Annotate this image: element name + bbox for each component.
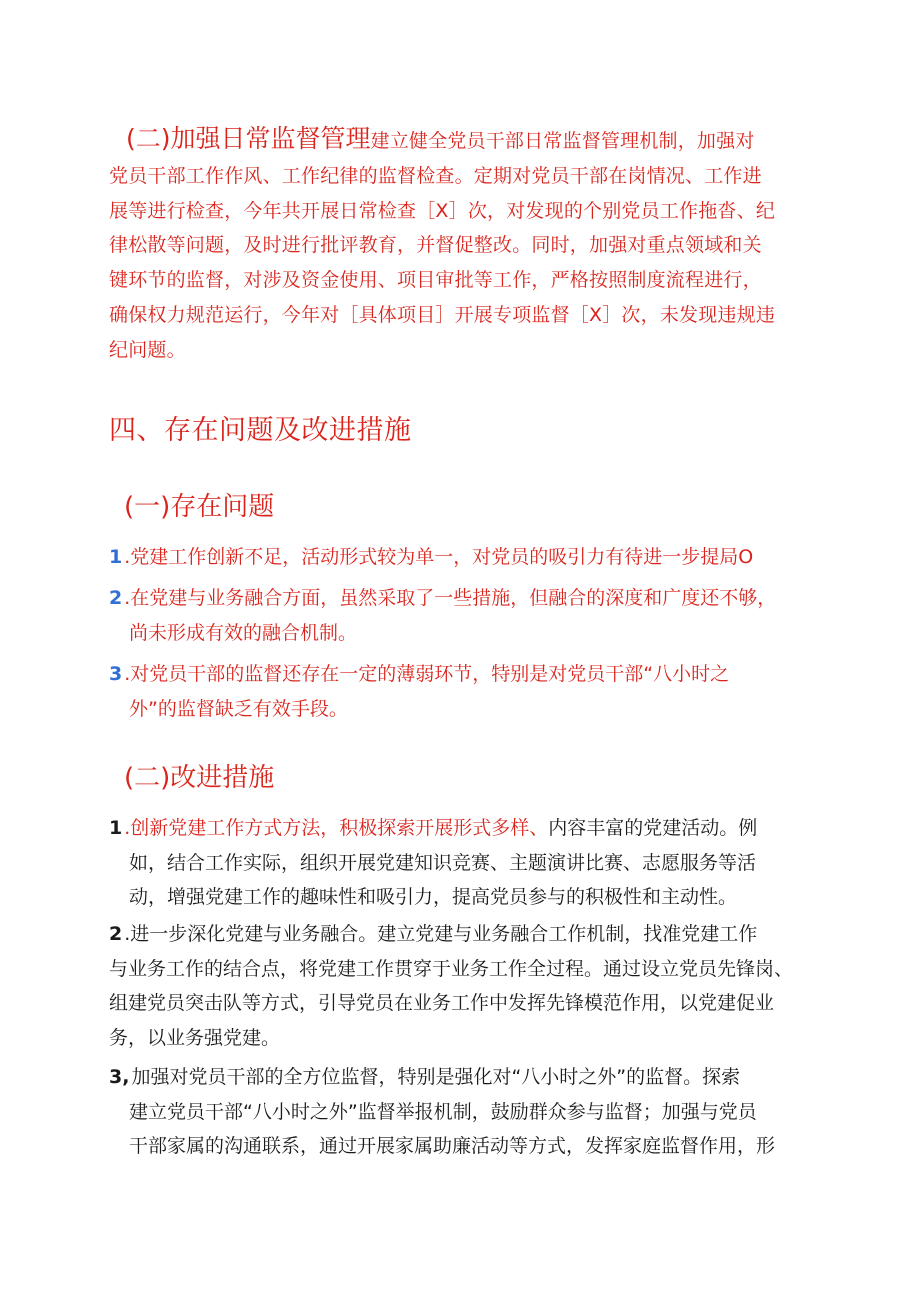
supervision-line-1 [109, 122, 819, 159]
supervision-text-line1: 建立健全党员干部日常监督管理机制，加强对 [370, 130, 755, 152]
supervision-heading: (二)加强日常监督管理 [126, 124, 371, 153]
measure-text: .进一步深化党建与业务融合。建立党建与业务融合工作机制，找准党建工作 [124, 923, 758, 945]
measure-item-1 [109, 811, 824, 915]
problem-text: .党建工作创新不足，活动形式较为单一，对党员的吸引力有待进一步提局O [124, 546, 754, 568]
measure-text-cont: 建立党员干部“八小时之外”监督举报机制，鼓励群众参与监督；加强与党员 [129, 1100, 757, 1123]
problem-text-cont: 外”的监督缺乏有效手段。 [129, 697, 348, 720]
supervision-line: 展等进行检查，今年共开展日常检查［X］次，对发现的个别党员工作拖沓、纪 [109, 199, 776, 222]
problem-text: .在党建与业务融合方面，虽然采取了一些措施，但融合的深度和广度还不够， [124, 587, 777, 609]
measure-item-2 [109, 917, 824, 1055]
problems-heading: (一)存在问题 [124, 492, 275, 522]
measure-text-cont: 与业务工作的结合点，将党建工作贯穿于业务工作全过程。通过设立党员先锋岗、 [109, 957, 794, 980]
supervision-line: 确保权力规范运行，今年对［具体项目］开展专项监督［X］次，未发现违规违 [109, 303, 776, 326]
measure-text-cont: 组建党员突击队等方式，引导党员在业务工作中发挥先锋模范作用，以党建促业 [109, 992, 775, 1014]
measure-text-cont: 干部家属的沟通联系，通过开展家属助廉活动等方式，发挥家庭监督作用，形 [129, 1135, 776, 1157]
measure-text-cont: 动，增强党建工作的趣味性和吸引力，提高党员参与的积极性和主动性。 [129, 886, 738, 908]
measure-number: 2 [109, 923, 123, 945]
problem-item-1 [109, 540, 824, 575]
measures-heading: (二)改进措施 [124, 763, 275, 793]
problem-number: 2 [109, 587, 123, 609]
supervision-paragraph [109, 122, 819, 368]
measure-item-3 [109, 1060, 824, 1164]
problem-text-cont: 尚未形成有效的融合机制。 [129, 621, 358, 644]
problem-text: .对党员干部的监督还存在一定的薄弱环节，特别是对党员干部“八小时之 [124, 663, 730, 685]
measure-text: 加强对党员干部的全方位监督，特别是强化对“八小时之外”的监督。探索 [131, 1066, 741, 1088]
supervision-line: 党员干部工作作风、工作纪律的监督检查。定期对党员干部在岗情况、工作进 [109, 164, 762, 187]
section-four-title: 四、存在问题及改进措施 [109, 415, 412, 446]
supervision-line: 键环节的监督，对涉及资金使用、项目审批等工作，严格按照制度流程进行， [109, 269, 762, 292]
problem-number: 3 [109, 663, 123, 685]
supervision-line: 律松散等问题，及时进行批评教育，并督促整改。同时，加强对重点领域和关 [109, 234, 762, 257]
measure-lead-dark: 内容丰富的党建活动。例 [548, 817, 758, 839]
problem-item-2 [109, 581, 824, 650]
supervision-line: 纪问题。 [109, 338, 186, 361]
problem-item-3 [109, 657, 824, 726]
measure-number: 3, [109, 1066, 130, 1088]
measure-text-cont: 务，以业务强党建。 [109, 1026, 281, 1049]
measure-text-cont: 如，结合工作实际，组织开展党建知识竞赛、主题演讲比赛、志愿服务等活 [129, 851, 757, 874]
measure-lead-red: .创新党建工作方式方法，积极探索开展形式多样、 [124, 817, 549, 839]
measure-number: 1 [109, 817, 123, 839]
problem-number: 1 [109, 546, 123, 568]
